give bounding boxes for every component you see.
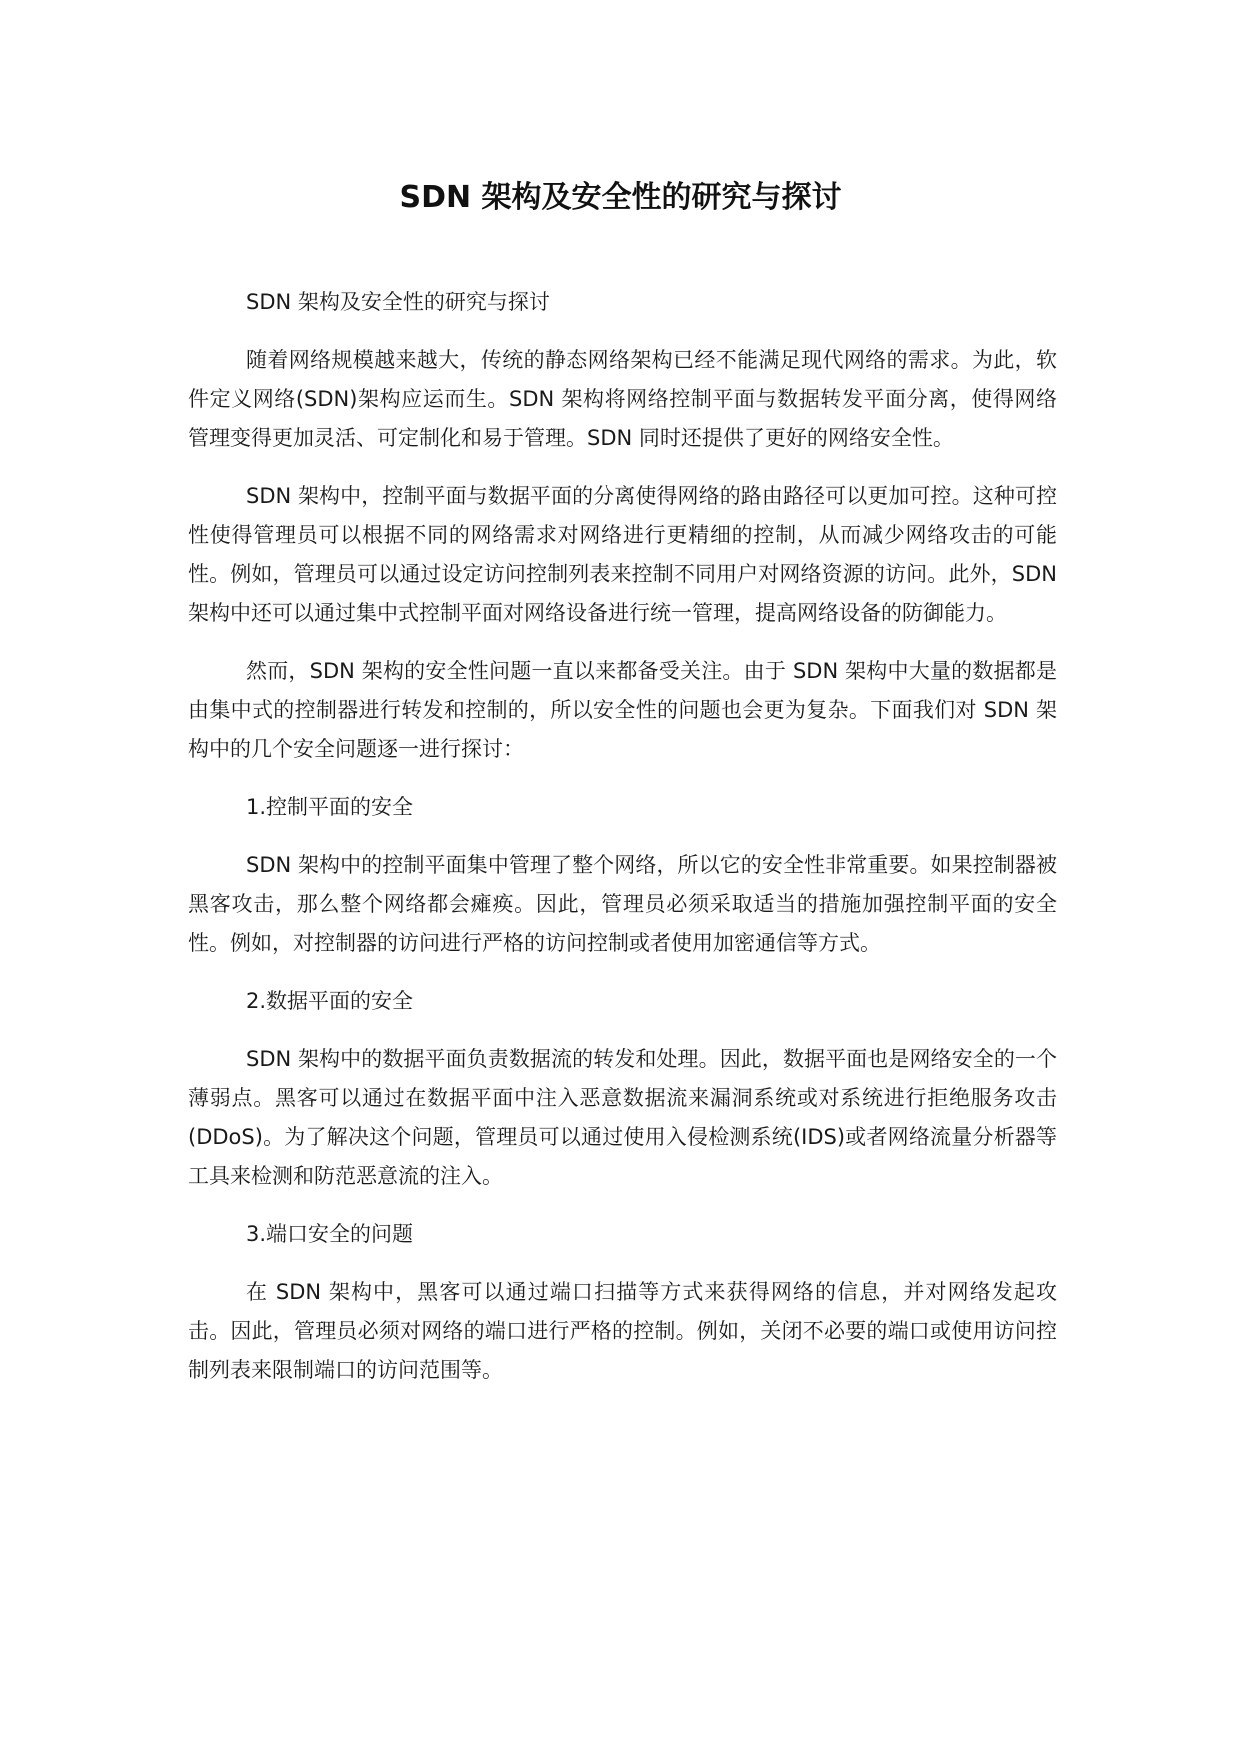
section-heading: 2.数据平面的安全	[246, 989, 414, 1013]
body-paragraph: 随着网络规模越来越大，传统的静态网络架构已经不能满足现代网络的需求。为此，软件定义网络(SDN)架构应运而生。SDN 架构将网络控制平面与数据转发平面分离，使得网络管理变得更加灵活、可定制化和易于管理。SDN 同时还提供了更好的网络安全性。	[188, 348, 1057, 450]
document-body	[188, 283, 1057, 1409]
subtitle-paragraph: SDN 架构及安全性的研究与探讨	[246, 290, 550, 314]
section-heading: 3.端口安全的问题	[246, 1222, 414, 1246]
document-title: SDN 架构及安全性的研究与探讨	[399, 180, 842, 215]
body-paragraph: 在 SDN 架构中，黑客可以通过端口扫描等方式来获得网络的信息，并对网络发起攻击。因此，管理员必须对网络的端口进行严格的控制。例如，关闭不必要的端口或使用访问控制列表来限制端口的访问范围等。	[188, 1280, 1057, 1382]
section-heading: 1.控制平面的安全	[246, 795, 414, 819]
body-paragraph: SDN 架构中，控制平面与数据平面的分离使得网络的路由路径可以更加可控。这种可控性使得管理员可以根据不同的网络需求对网络进行更精细的控制，从而减少网络攻击的可能性。例如，管理员可以通过设定访问控制列表来控制不同用户对网络资源的访问。此外，SDN 架构中还可以通过集中式控制平面对网络设备进行统一管理，提高网络设备的防御能力。	[188, 484, 1057, 625]
body-paragraph: 然而，SDN 架构的安全性问题一直以来都备受关注。由于 SDN 架构中大量的数据都是由集中式的控制器进行转发和控制的，所以安全性的问题也会更为复杂。下面我们对 SDN 架构中的几个安全问题逐一进行探讨：	[188, 659, 1057, 761]
body-paragraph: SDN 架构中的数据平面负责数据流的转发和处理。因此，数据平面也是网络安全的一个薄弱点。黑客可以通过在数据平面中注入恶意数据流来漏洞系统或对系统进行拒绝服务攻击(DDoS)。为了解决这个问题，管理员可以通过使用入侵检测系统(IDS)或者网络流量分析器等工具来检测和防范恶意流的注入。	[188, 1047, 1057, 1188]
body-paragraph: SDN 架构中的控制平面集中管理了整个网络，所以它的安全性非常重要。如果控制器被黑客攻击，那么整个网络都会瘫痪。因此，管理员必须采取适当的措施加强控制平面的安全性。例如，对控制器的访问进行严格的访问控制或者使用加密通信等方式。	[188, 853, 1057, 955]
